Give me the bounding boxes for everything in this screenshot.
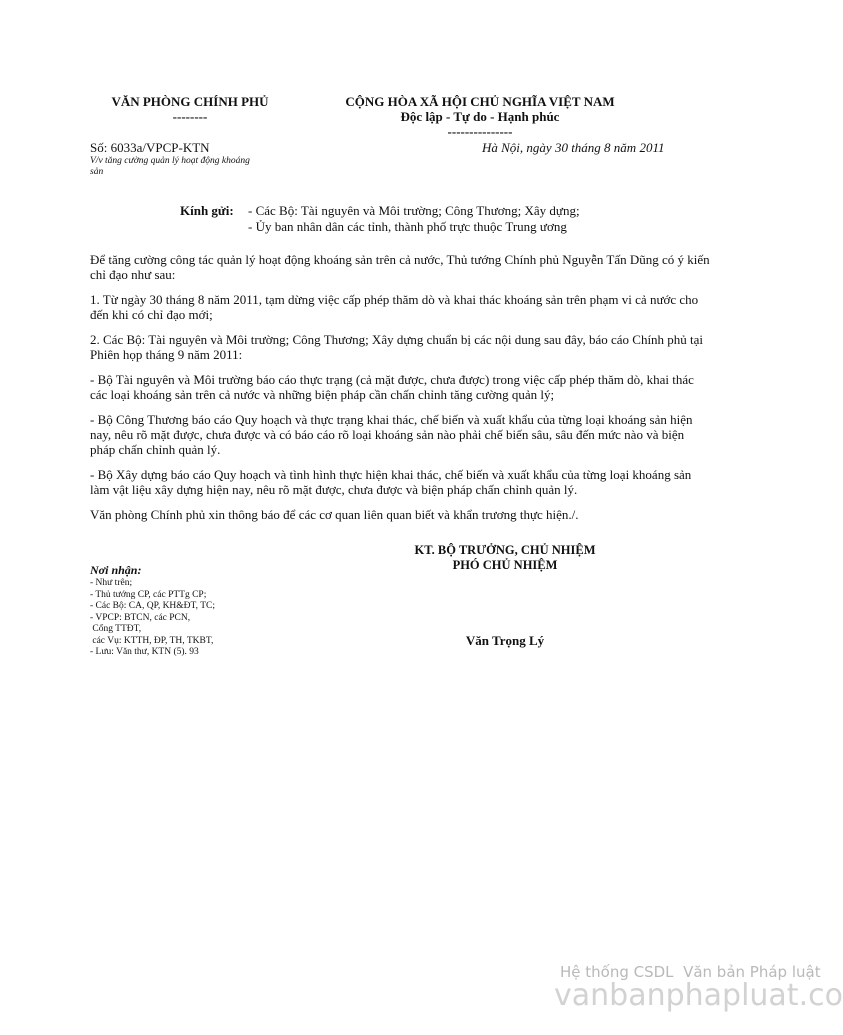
- recipients-footer-list: [90, 578, 215, 659]
- nation-title: CỘNG HÒA XÃ HỘI CHỦ NGHĨA VIỆT NAM: [345, 94, 615, 109]
- motto-rule: ---------------: [447, 124, 513, 139]
- signature-block: [380, 543, 630, 573]
- footer-recipient: - Lưu: Văn thư, KTN (5). 93: [90, 647, 199, 657]
- signer-name: Văn Trọng Lý: [465, 633, 545, 648]
- watermark-caption: Hệ thống CSDL Văn bản Pháp luật: [560, 963, 821, 981]
- footer-recipient: - Các Bộ: CA, QP, KH&ĐT, TC;: [90, 601, 215, 611]
- body-paragraph: Để tăng cường công tác quản lý hoạt động khoáng sản trên cả nước, Thủ tướng Chính phủ Nguyễn Tấn Dũng có ý kiến chỉ đạo như sau:: [90, 252, 710, 282]
- document-body: [90, 252, 710, 532]
- date-line: Hà Nội, ngày 30 tháng 8 năm 2011: [482, 140, 665, 155]
- document-subject: [90, 156, 290, 178]
- org-name: VĂN PHÒNG CHÍNH PHỦ: [111, 94, 269, 109]
- body-paragraph: - Bộ Xây dựng báo cáo Quy hoạch và tình hình thực hiện khai thác, chế biến và xuất khẩu của từng loại khoáng sản làm vật liệu xây dựng hiện nay, nêu rõ mặt được, chưa được và biện pháp chấn chỉnh quản lý.: [90, 467, 692, 497]
- recipients-footer-title: Nơi nhận:: [90, 563, 142, 577]
- subject-line: sản: [90, 167, 104, 177]
- footer-recipient: - VPCP: BTCN, các PCN,: [90, 612, 191, 623]
- footer-recipient: - Như trên;: [90, 578, 133, 588]
- recipients-list: [248, 203, 580, 235]
- signature-title: KT. BỘ TRƯỞNG, CHỦ NHIỆM: [414, 543, 596, 557]
- footer-recipient: các Vụ: KTTH, ĐP, TH, TKBT,: [90, 635, 214, 646]
- body-paragraph: 1. Từ ngày 30 tháng 8 năm 2011, tạm dừng việc cấp phép thăm dò và khai thác khoáng sản trên phạm vi cả nước cho đến khi có chỉ đạo mới;: [90, 292, 699, 322]
- footer-recipient: Cổng TTĐT,: [90, 624, 142, 634]
- recipients-label: Kính gửi:: [180, 203, 234, 218]
- document-number: Số: 6033a/VPCP-KTN: [90, 140, 210, 155]
- recipient-item: - Các Bộ: Tài nguyên và Môi trường; Công Thương; Xây dựng;: [248, 203, 580, 218]
- recipient-item: - Ủy ban nhân dân các tỉnh, thành phố trực thuộc Trung ương: [248, 219, 567, 234]
- watermark-site: vanbanphapluat.co: [554, 978, 843, 1013]
- body-paragraph: Văn phòng Chính phủ xin thông báo để các cơ quan liên quan biết và khẩn trương thực hiện./.: [90, 507, 579, 522]
- footer-recipient: - Thủ tướng CP, các PTTg CP;: [90, 589, 207, 600]
- national-header: [330, 94, 630, 139]
- motto: Độc lập - Tự do - Hạnh phúc: [400, 109, 560, 124]
- signature-subtitle: PHÓ CHỦ NHIỆM: [452, 558, 558, 572]
- organization-header: [90, 94, 290, 124]
- org-rule: --------: [172, 109, 208, 124]
- body-paragraph: - Bộ Công Thương báo cáo Quy hoạch và thực trạng khai thác, chế biến và xuất khẩu của từng loại khoáng sản hiện nay, nêu rõ mặt được, chưa được và có báo cáo rõ loại khoáng sản nào phải chế biến sâu, sâu đến mức nào và biện pháp chấn chỉnh quản lý.: [90, 412, 693, 457]
- body-paragraph: - Bộ Tài nguyên và Môi trường báo cáo thực trạng (cả mặt được, chưa được) trong việc cấp phép thăm dò, khai thác các loại khoáng sản trên cả nước và những biện pháp cần chấn chỉnh tăng cường quản lý;: [90, 372, 694, 402]
- subject-line: V/v tăng cường quản lý hoạt động khoáng: [90, 156, 250, 166]
- body-paragraph: 2. Các Bộ: Tài nguyên và Môi trường; Công Thương; Xây dựng chuẩn bị các nội dung sau đây, báo cáo Chính phủ tại Phiên họp tháng 9 năm 2011:: [90, 332, 704, 362]
